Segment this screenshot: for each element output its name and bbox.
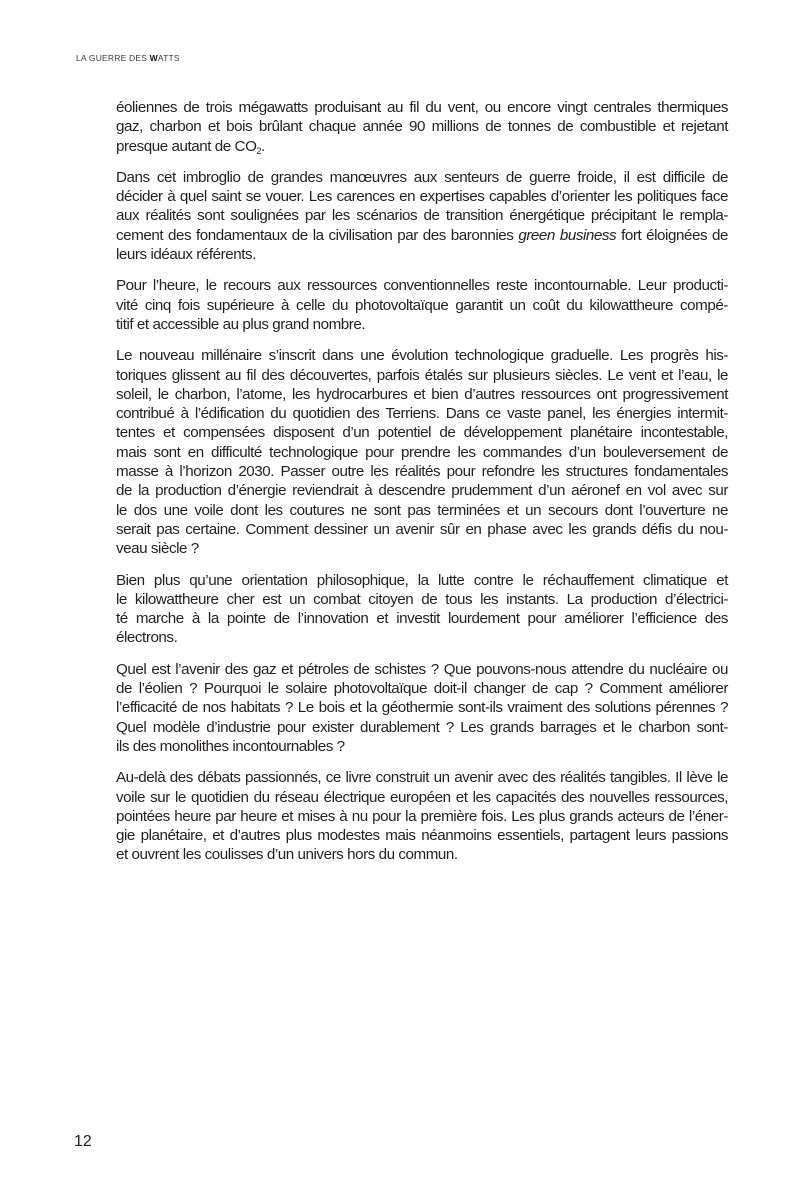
text-fragment: fort éloignées de [616, 226, 728, 244]
text-fragment: presque autant de CO [116, 137, 257, 155]
text-line: et ouvrent les coulisses d’un univers hors du commun. [116, 846, 458, 864]
text-line: té marche à la pointe de l’innovation et investit lourdement pour améliorer l’efficience des [116, 610, 728, 628]
text-line: éoliennes de trois mégawatts produisant au fil du vent, ou encore vingt centrales thermiques [116, 99, 728, 116]
text-fragment: . [261, 137, 265, 155]
text-fragment: cement des fondamentaux de la civilisation par des baronnies [116, 226, 519, 244]
text-line: mais sont en difficulté technologique pour prendre les commandes d’un bouleversement de [116, 443, 728, 461]
text-line: soleil, le charbon, l’atome, les hydrocarbures et bien d’autres ressources ont progressivement [116, 385, 728, 403]
text-line: le dos une voile dont les coutures ne sont pas terminées et un secours dont l’ouverture ne [116, 501, 728, 519]
text-line: titif et accessible au plus grand nombre. [116, 315, 366, 333]
paragraph-2 [116, 168, 728, 264]
text-line: électrons. [116, 629, 178, 647]
running-head-bold-letter: W [149, 53, 158, 63]
paragraph-5 [116, 571, 728, 648]
text-line: gie planétaire, et d’autres plus modestes mais néanmoins essentiels, partagent leurs passions [116, 827, 728, 845]
paragraph-6 [116, 660, 728, 756]
italic-term: green business [518, 226, 617, 244]
text-line: voile sur le quotidien du réseau électrique européen et les capacités des nouvelles ressources, [116, 788, 728, 806]
text-line: Bien plus qu’une orientation philosophique, la lutte contre le réchauffement climatique et [116, 571, 728, 589]
text-line: vité cinq fois supérieure à celle du photovoltaïque garantit un coût du kilowattheure compé- [116, 296, 728, 314]
body-text [116, 98, 728, 877]
paragraph-1 [116, 98, 728, 156]
running-head-suffix: ATTS [157, 53, 180, 63]
text-line: ils des monolithes incontournables ? [116, 737, 345, 755]
text-line: contribué à l’édification du quotidien des Terriens. Dans ce vaste panel, les énergies intermit- [116, 405, 728, 423]
text-line: l’efficacité de nos habitats ? Le bois et la géothermie sont-ils vraiment des solutions pérennes ? [116, 699, 728, 717]
text-line: Dans cet imbroglio de grandes manœuvres aux senteurs de guerre froide, il est difficile de [116, 168, 728, 186]
text-line: aux réalités sont soulignées par les scénarios de transition énergétique précipitant le rempla- [116, 207, 728, 225]
text-line: gaz, charbon et bois brûlant chaque année 90 millions de tonnes de combustible et rejetant [116, 118, 728, 136]
text-line: veau siècle ? [116, 540, 199, 558]
text-line: masse à l’horizon 2030. Passer outre les réalités pour refondre les structures fondamentales [116, 463, 728, 481]
text-line: tentes et compensées disposent d’un potentiel de développement planétaire incontestable, [116, 424, 728, 442]
paragraph-4 [116, 346, 728, 558]
text-line: Quel est l’avenir des gaz et pétroles de schistes ? Que pouvons-nous attendre du nucléaire ou [116, 660, 728, 678]
text-line: leurs idéaux référents. [116, 246, 256, 264]
running-head-prefix: LA GUERRE DES [76, 53, 150, 63]
text-line: Pour l’heure, le recours aux ressources conventionnelles reste incontournable. Leur producti- [116, 277, 728, 295]
text-line [116, 226, 728, 245]
paragraph-3 [116, 276, 728, 334]
subscript: 2 [256, 145, 262, 156]
text-line: décider à quel saint se vouer. Les carences en expertises capables d’orienter les politiques face [116, 188, 728, 206]
page-number: 12 [74, 1133, 92, 1150]
paragraph-7 [116, 768, 728, 864]
text-line: de la production d’énergie reviendrait à descendre prudemment d’un aéronef en vol avec sur [116, 482, 728, 500]
text-line: de l’éolien ? Pourquoi le solaire photovoltaïque doit-il changer de cap ? Comment améliorer [116, 680, 728, 698]
text-line: Quel modèle d’industrie pour exister durablement ? Les grands barrages et le charbon sont- [116, 718, 728, 736]
text-line: Au-delà des débats passionnés, ce livre construit un avenir avec des réalités tangibles. Il lève le [116, 769, 728, 787]
text-line: pointées heure par heure et mises à nu pour la première fois. Les plus grands acteurs de l’éner- [116, 807, 728, 825]
text-line: serait pas certaine. Comment dessiner un avenir sûr en phase avec les grands défis du nou- [116, 520, 728, 538]
text-line: Le nouveau millénaire s’inscrit dans une évolution technologique graduelle. Les progrès his- [116, 347, 728, 365]
text-line [116, 137, 728, 156]
running-head [76, 53, 180, 63]
text-line: le kilowattheure cher est un combat citoyen de tous les instants. La production d’électrici- [116, 590, 728, 608]
text-line: toriques glissent au fil des découvertes, parfois étalés sur plusieurs siècles. Le vent et l’eau, le [116, 366, 728, 384]
